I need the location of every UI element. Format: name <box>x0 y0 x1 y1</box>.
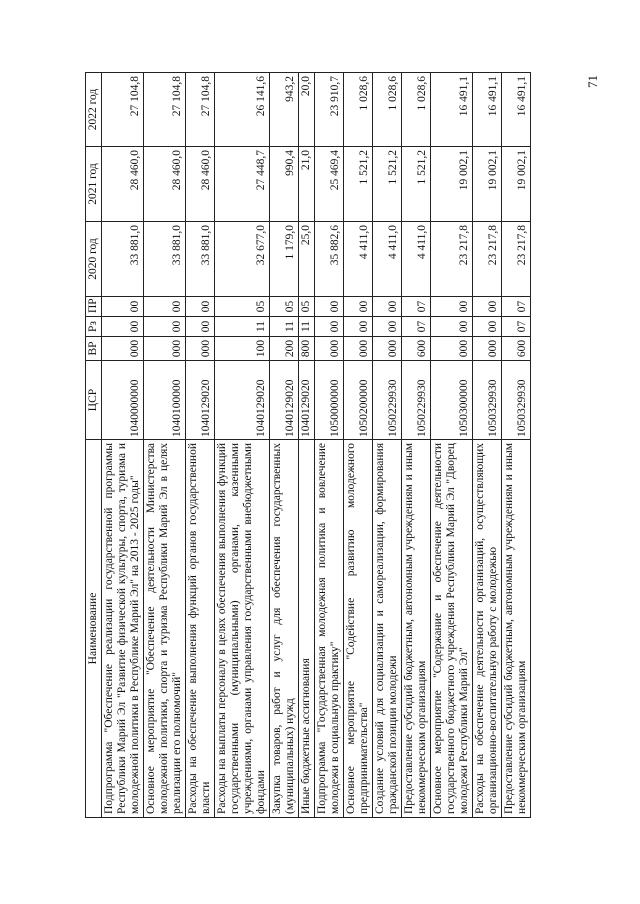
row-2022: 1 028,6 <box>344 73 373 147</box>
row-rz: 00 <box>344 317 373 337</box>
row-2021: 27 448,7 <box>215 147 270 222</box>
row-2021: 1 521,2 <box>402 147 431 222</box>
row-name: Расходы на выплаты персоналу в целях обеспечения выполнения функций государственными (муниципальными) органами, казенными учреждениями, органами управления государственными внебюджетными фондами <box>215 440 270 818</box>
row-csr: 1040129020 <box>215 361 270 440</box>
page-number: 71 <box>585 75 600 88</box>
table-row <box>344 73 373 818</box>
row-vr: 000 <box>102 337 144 361</box>
row-csr: 1050229930 <box>402 361 431 440</box>
row-pr: 00 <box>186 297 215 317</box>
row-vr: 600 <box>402 337 431 361</box>
row-rz: 11 <box>299 317 315 337</box>
row-pr: 05 <box>270 297 299 317</box>
row-2020: 32 677,0 <box>215 222 270 297</box>
row-csr: 1050200000 <box>344 361 373 440</box>
row-2021: 19 002,1 <box>431 147 473 222</box>
row-pr: 00 <box>315 297 344 317</box>
row-csr: 1040129020 <box>186 361 215 440</box>
row-2020: 33 881,0 <box>102 222 144 297</box>
row-vr: 000 <box>144 337 186 361</box>
row-2021: 1 521,2 <box>373 147 402 222</box>
table-row <box>373 73 402 818</box>
row-csr: 1040129020 <box>299 361 315 440</box>
header-csr: ЦСР <box>86 361 102 440</box>
row-csr: 1040100000 <box>144 361 186 440</box>
row-2020: 4 411,0 <box>373 222 402 297</box>
row-name: Расходы на обеспечение деятельности организаций, осуществляющих организационно-воспитательную работу с молодежью <box>473 440 502 818</box>
row-2021: 28 460,0 <box>186 147 215 222</box>
row-2022: 23 910,7 <box>315 73 344 147</box>
header-2021: 2021 год <box>86 147 102 222</box>
row-name: Подпрограмма "Государственная молодежная политика и вовлечение молодежи в социальную практику" <box>315 440 344 818</box>
row-2022: 27 104,8 <box>144 73 186 147</box>
row-csr: 1050300000 <box>431 361 473 440</box>
table-row <box>270 73 299 818</box>
header-pr: ПР <box>86 297 102 317</box>
row-name: Расходы на обеспечение выполнения функций органов государственной власти <box>186 440 215 818</box>
row-rz: 11 <box>215 317 270 337</box>
row-vr: 600 <box>502 337 531 361</box>
row-name: Предоставление субсидий бюджетным, автономным учреждениям и иным некоммерческим организациям <box>502 440 531 818</box>
row-rz: 00 <box>144 317 186 337</box>
row-2020: 33 881,0 <box>186 222 215 297</box>
header-name: Наименование <box>86 440 102 818</box>
header-vr: ВР <box>86 337 102 361</box>
table-body <box>102 73 531 818</box>
row-csr: 1050000000 <box>315 361 344 440</box>
row-rz: 00 <box>373 317 402 337</box>
row-2022: 20,0 <box>299 73 315 147</box>
header-2022: 2022 год <box>86 73 102 147</box>
header-rz: Рз <box>86 317 102 337</box>
row-vr: 800 <box>299 337 315 361</box>
row-vr: 000 <box>344 337 373 361</box>
table-row <box>102 73 144 818</box>
row-2021: 19 002,1 <box>502 147 531 222</box>
row-csr: 1050329930 <box>502 361 531 440</box>
row-2021: 21,0 <box>299 147 315 222</box>
row-2021: 990,4 <box>270 147 299 222</box>
row-rz: 11 <box>270 317 299 337</box>
row-2022: 1 028,6 <box>402 73 431 147</box>
row-name: Основное мероприятие "Содержание и обеспечение деятельности государственного бюджетного учреждения Республики Марий Эл "Дворец молодежи Республики Марий Эл" <box>431 440 473 818</box>
row-2020: 1 179,0 <box>270 222 299 297</box>
row-pr: 00 <box>144 297 186 317</box>
row-pr: 00 <box>344 297 373 317</box>
row-2020: 23 217,8 <box>473 222 502 297</box>
row-2021: 28 460,0 <box>102 147 144 222</box>
row-2022: 16 491,1 <box>473 73 502 147</box>
row-name: Закупка товаров, работ и услуг для обеспечения государственных (муниципальных) нужд <box>270 440 299 818</box>
row-csr: 1040000000 <box>102 361 144 440</box>
row-vr: 000 <box>431 337 473 361</box>
row-name: Иные бюджетные ассигнования <box>299 440 315 818</box>
row-2022: 27 104,8 <box>186 73 215 147</box>
row-pr: 00 <box>473 297 502 317</box>
row-rz: 00 <box>102 317 144 337</box>
row-csr: 1050329930 <box>473 361 502 440</box>
row-vr: 000 <box>473 337 502 361</box>
row-2020: 23 217,8 <box>431 222 473 297</box>
header-row <box>86 73 102 818</box>
table-row <box>431 73 473 818</box>
table-row <box>144 73 186 818</box>
table-row <box>215 73 270 818</box>
row-pr: 00 <box>431 297 473 317</box>
row-pr: 07 <box>402 297 431 317</box>
row-name: Основное мероприятие "Содействие развитию молодежного предпринимательства" <box>344 440 373 818</box>
row-rz: 00 <box>186 317 215 337</box>
row-2022: 26 141,6 <box>215 73 270 147</box>
table-row <box>186 73 215 818</box>
table-row <box>473 73 502 818</box>
row-2022: 1 028,6 <box>373 73 402 147</box>
row-pr: 07 <box>502 297 531 317</box>
row-name: Подпрограмма "Обеспечение реализации государственной программы Республики Марий Эл "Развитие физической культуры, спорта, туризма и молодежной политики в Республике Марий Эл" на 2013 - 2025 годы" <box>102 440 144 818</box>
table-row <box>402 73 431 818</box>
row-name: Создание условий для социализации и самореализации, формирования гражданской позиции молодежи <box>373 440 402 818</box>
row-2020: 4 411,0 <box>402 222 431 297</box>
row-2020: 4 411,0 <box>344 222 373 297</box>
row-2022: 16 491,1 <box>431 73 473 147</box>
row-rz: 00 <box>473 317 502 337</box>
row-2021: 25 469,4 <box>315 147 344 222</box>
row-pr: 05 <box>215 297 270 317</box>
row-rz: 00 <box>431 317 473 337</box>
row-pr: 00 <box>102 297 144 317</box>
row-2022: 943,2 <box>270 73 299 147</box>
rotated-table-container <box>85 73 531 818</box>
row-2020: 25,0 <box>299 222 315 297</box>
header-2020: 2020 год <box>86 222 102 297</box>
row-pr: 00 <box>373 297 402 317</box>
row-csr: 1050229930 <box>373 361 402 440</box>
row-2020: 35 882,6 <box>315 222 344 297</box>
row-2020: 23 217,8 <box>502 222 531 297</box>
row-vr: 000 <box>315 337 344 361</box>
row-pr: 05 <box>299 297 315 317</box>
row-vr: 200 <box>270 337 299 361</box>
row-name: Основное мероприятие "Обеспечение деятельности Министерства молодежной политики, спорта и туризма Республики Марий Эл в целях реализации его полномочий" <box>144 440 186 818</box>
row-rz: 07 <box>502 317 531 337</box>
row-csr: 1040129020 <box>270 361 299 440</box>
table-row <box>299 73 315 818</box>
table-row <box>502 73 531 818</box>
row-vr: 000 <box>186 337 215 361</box>
budget-table <box>85 72 531 818</box>
row-rz: 00 <box>315 317 344 337</box>
row-2021: 19 002,1 <box>473 147 502 222</box>
row-rz: 07 <box>402 317 431 337</box>
row-vr: 100 <box>215 337 270 361</box>
table-row <box>315 73 344 818</box>
row-2022: 16 491,1 <box>502 73 531 147</box>
row-2021: 28 460,0 <box>144 147 186 222</box>
row-name: Предоставление субсидий бюджетным, автономным учреждениям и иным некоммерческим организациям <box>402 440 431 818</box>
row-2022: 27 104,8 <box>102 73 144 147</box>
row-vr: 000 <box>373 337 402 361</box>
row-2020: 33 881,0 <box>144 222 186 297</box>
row-2021: 1 521,2 <box>344 147 373 222</box>
